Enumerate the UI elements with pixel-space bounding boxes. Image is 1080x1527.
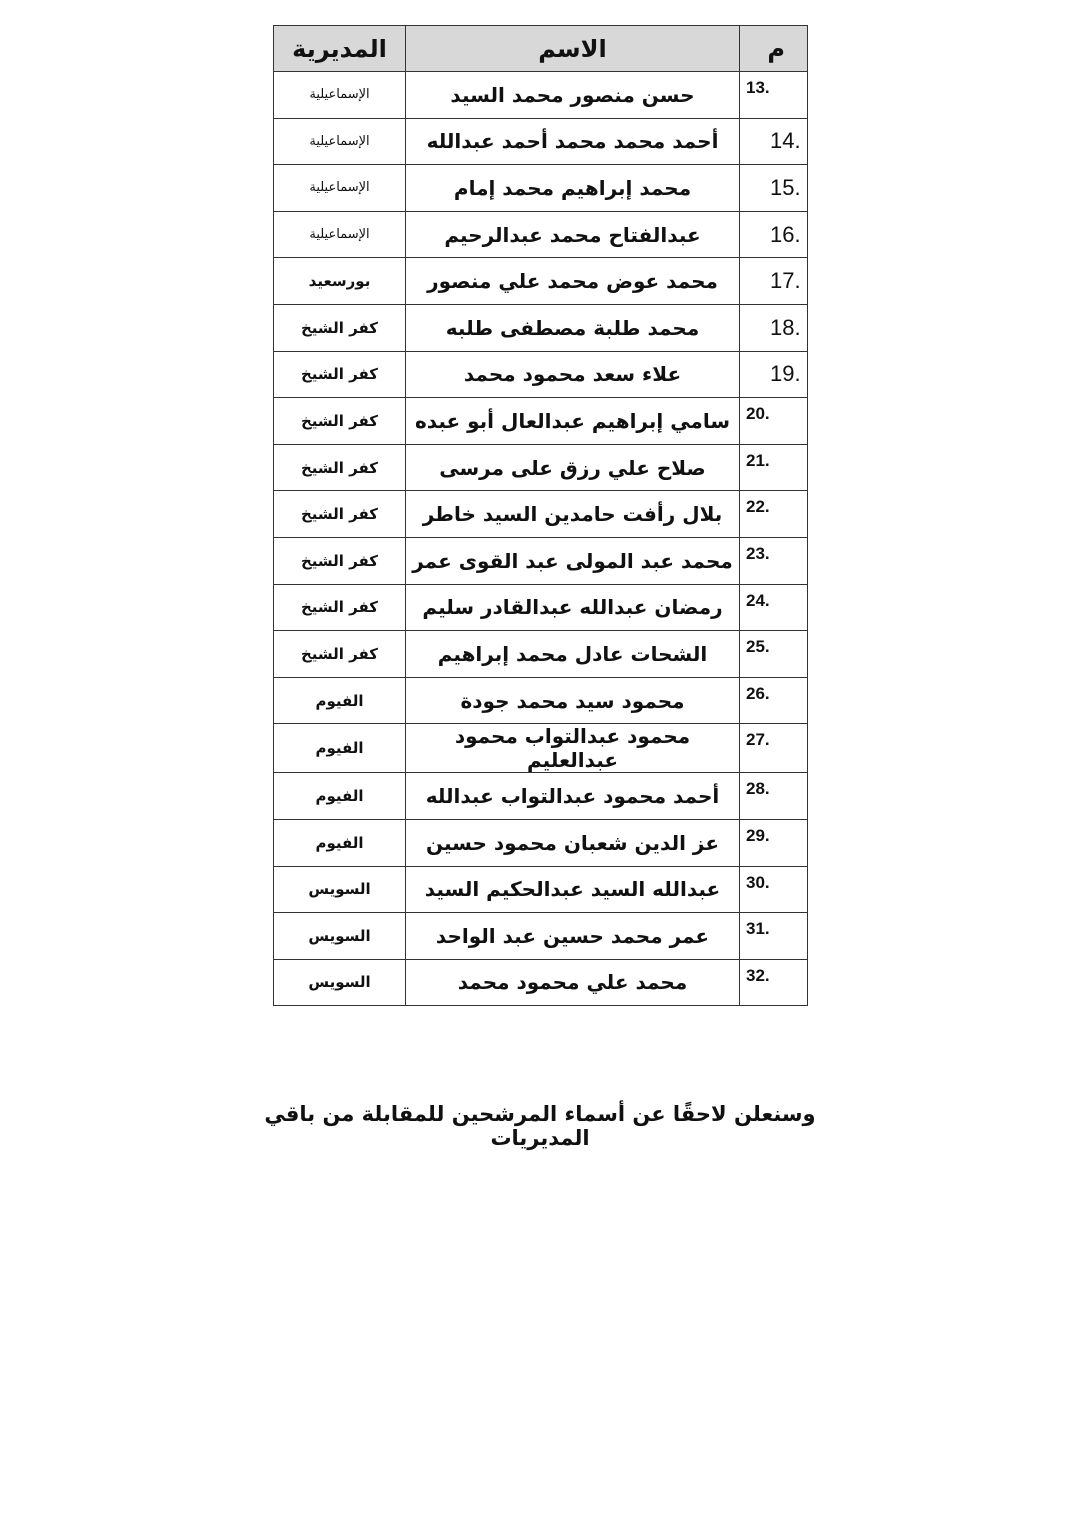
cell-name: أحمد محمد محمد أحمد عبدالله	[406, 118, 740, 165]
cell-name: صلاح علي رزق على مرسى	[406, 444, 740, 491]
cell-number: 29.	[740, 819, 808, 866]
candidates-table	[273, 25, 808, 1006]
table-row	[274, 677, 808, 724]
cell-number: 19.	[740, 351, 808, 398]
cell-directorate: كفر الشيخ	[274, 584, 406, 631]
cell-name: بلال رأفت حامدين السيد خاطر	[406, 491, 740, 538]
cell-name: محمود عبدالتواب محمود عبدالعليم	[406, 724, 740, 773]
cell-name: محمد علي محمود محمد	[406, 959, 740, 1006]
table-header-row	[274, 26, 808, 72]
cell-name: حسن منصور محمد السيد	[406, 72, 740, 119]
table-row	[274, 351, 808, 398]
table-body	[274, 72, 808, 1006]
cell-directorate: السويس	[274, 913, 406, 960]
cell-name: محمد إبراهيم محمد إمام	[406, 165, 740, 212]
cell-name: رمضان عبدالله عبدالقادر سليم	[406, 584, 740, 631]
cell-number: 25.	[740, 631, 808, 678]
cell-directorate: الإسماعيلية	[274, 72, 406, 119]
cell-name: محمد عوض محمد علي منصور	[406, 258, 740, 305]
cell-number: 27.	[740, 724, 808, 773]
header-directorate: المديرية	[274, 26, 406, 72]
cell-directorate: كفر الشيخ	[274, 444, 406, 491]
table-row	[274, 72, 808, 119]
cell-number: 24.	[740, 584, 808, 631]
cell-name: عبدالفتاح محمد عبدالرحيم	[406, 211, 740, 258]
cell-number: 14.	[740, 118, 808, 165]
cell-number: 31.	[740, 913, 808, 960]
table-row	[274, 165, 808, 212]
cell-number: 20.	[740, 398, 808, 445]
cell-directorate: الإسماعيلية	[274, 118, 406, 165]
cell-directorate: الإسماعيلية	[274, 165, 406, 212]
table-row	[274, 724, 808, 773]
cell-directorate: كفر الشيخ	[274, 537, 406, 584]
cell-name: عز الدين شعبان محمود حسين	[406, 819, 740, 866]
table-row	[274, 819, 808, 866]
cell-directorate: كفر الشيخ	[274, 398, 406, 445]
cell-name: الشحات عادل محمد إبراهيم	[406, 631, 740, 678]
table-row	[274, 258, 808, 305]
table-row	[274, 398, 808, 445]
cell-name: محمد طلبة مصطفى طلبه	[406, 304, 740, 351]
table-row	[274, 631, 808, 678]
table-row	[274, 913, 808, 960]
cell-directorate: الفيوم	[274, 724, 406, 773]
cell-name: سامي إبراهيم عبدالعال أبو عبده	[406, 398, 740, 445]
table-row	[274, 773, 808, 820]
cell-number: 13.	[740, 72, 808, 119]
cell-directorate: السويس	[274, 866, 406, 913]
cell-number: 32.	[740, 959, 808, 1006]
cell-number: 18.	[740, 304, 808, 351]
cell-name: عمر محمد حسين عبد الواحد	[406, 913, 740, 960]
cell-directorate: كفر الشيخ	[274, 351, 406, 398]
footer-note: وسنعلن لاحقًا عن أسماء المرشحين للمقابلة من باقي المديريات	[264, 1102, 816, 1150]
cell-directorate: كفر الشيخ	[274, 304, 406, 351]
cell-directorate: الفيوم	[274, 773, 406, 820]
cell-name: علاء سعد محمود محمد	[406, 351, 740, 398]
cell-name: أحمد محمود عبدالتواب عبدالله	[406, 773, 740, 820]
cell-name: عبدالله السيد عبدالحكيم السيد	[406, 866, 740, 913]
cell-directorate: الإسماعيلية	[274, 211, 406, 258]
table-row	[274, 304, 808, 351]
table-row	[274, 211, 808, 258]
cell-directorate: بورسعيد	[274, 258, 406, 305]
cell-number: 15.	[740, 165, 808, 212]
cell-directorate: السويس	[274, 959, 406, 1006]
cell-number: 23.	[740, 537, 808, 584]
cell-number: 21.	[740, 444, 808, 491]
cell-number: 26.	[740, 677, 808, 724]
cell-number: 22.	[740, 491, 808, 538]
cell-directorate: الفيوم	[274, 819, 406, 866]
header-number: م	[740, 26, 808, 72]
table-row	[274, 118, 808, 165]
cell-directorate: الفيوم	[274, 677, 406, 724]
table-row	[274, 491, 808, 538]
cell-number: 17.	[740, 258, 808, 305]
cell-number: 16.	[740, 211, 808, 258]
table-row	[274, 959, 808, 1006]
cell-number: 30.	[740, 866, 808, 913]
table-row	[274, 444, 808, 491]
table-row	[274, 584, 808, 631]
table-row	[274, 866, 808, 913]
cell-number: 28.	[740, 773, 808, 820]
candidates-table-wrapper	[273, 25, 807, 1006]
cell-name: محمود سيد محمد جودة	[406, 677, 740, 724]
header-name: الاسم	[406, 26, 740, 72]
cell-directorate: كفر الشيخ	[274, 631, 406, 678]
table-row	[274, 537, 808, 584]
cell-name: محمد عبد المولى عبد القوى عمر	[406, 537, 740, 584]
cell-directorate: كفر الشيخ	[274, 491, 406, 538]
